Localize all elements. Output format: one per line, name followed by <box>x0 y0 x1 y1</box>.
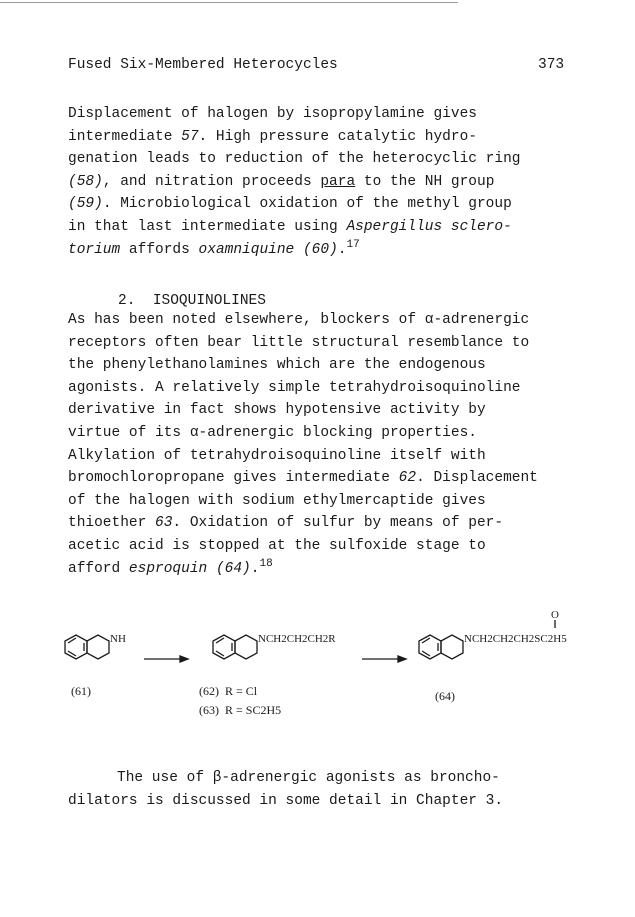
n-chain-label: NCH2CH2CH2SC2H5 <box>464 633 567 645</box>
text-line: thioether 63. Oxidation of sulfur by means of per- <box>68 515 504 532</box>
section-number: 2. <box>118 293 136 309</box>
reference-superscript: 17 <box>346 238 360 251</box>
structure-64 <box>419 635 463 659</box>
structure-61 <box>65 635 109 659</box>
text-line: receptors often bear little structural resemblance to <box>68 334 530 351</box>
text-line: As has been noted elsewhere, blockers of α-adrenergic <box>68 312 530 328</box>
paragraph-beta-agonists <box>68 767 503 812</box>
compound-label-63: (63) R = SC2H5 <box>199 703 282 717</box>
top-rule <box>0 2 458 3</box>
text-line: the phenylethanolamines which are the endogenous <box>68 357 486 374</box>
text-line: torium affords oxamniquine (60).$^{17}$ <box>68 238 360 258</box>
text-line: intermediate 57. High pressure catalytic hydro- <box>68 128 477 145</box>
structure-62 <box>213 635 257 659</box>
text-line: derivative in fact shows hypotensive activity by <box>68 402 486 419</box>
compound-label-62: (62) R = Cl <box>199 684 258 698</box>
section-title: ISOQUINOLINES <box>152 293 266 309</box>
text-line: agonists. A relatively simple tetrahydroisoquinoline <box>68 379 521 396</box>
text-line: afford esproquin (64).$^{18}$ <box>68 557 273 577</box>
arrow-head-icon <box>398 656 406 662</box>
text-line: Displacement of halogen by isopropylamine gives <box>68 106 477 122</box>
paragraph-esproquin <box>68 309 538 580</box>
nh-label: NH <box>110 633 126 645</box>
text-line: Alkylation of tetrahydroisoquinoline itself with <box>68 447 486 464</box>
compound-label-61: (61) <box>71 684 91 698</box>
n-label: NCH2CH2CH2R <box>258 633 336 645</box>
text-line: bromochloropropane gives intermediate 62. Displacement <box>68 470 538 487</box>
oxygen-label: O <box>551 609 559 621</box>
reference-superscript: 18 <box>259 557 273 570</box>
text-line: genation leads to reduction of the heterocyclic ring <box>68 151 521 168</box>
running-title: Fused Six-Membered Heterocycles <box>68 57 338 73</box>
text-line: of the halogen with sodium ethylmercaptide gives <box>68 492 486 509</box>
arrow-head-icon <box>180 656 188 662</box>
page-number: 373 <box>538 57 565 73</box>
text-line: The use of β-adrenergic agonists as broncho- <box>117 770 500 786</box>
reaction-scheme <box>40 600 600 680</box>
text-line: acetic acid is stopped at the sulfoxide stage to <box>68 537 486 554</box>
text-line: (58), and nitration proceeds para to the NH group <box>68 173 495 190</box>
text-line: in that last intermediate using Aspergillus sclero- <box>68 218 512 235</box>
text-line: virtue of its α-adrenergic blocking properties. <box>68 424 477 441</box>
text-line: dilators is discussed in some detail in Chapter 3. <box>68 792 504 809</box>
compound-label-64: (64) <box>435 689 455 703</box>
text-line: (59). Microbiological oxidation of the methyl group <box>68 196 512 213</box>
paragraph-oxamniquine <box>68 103 520 261</box>
